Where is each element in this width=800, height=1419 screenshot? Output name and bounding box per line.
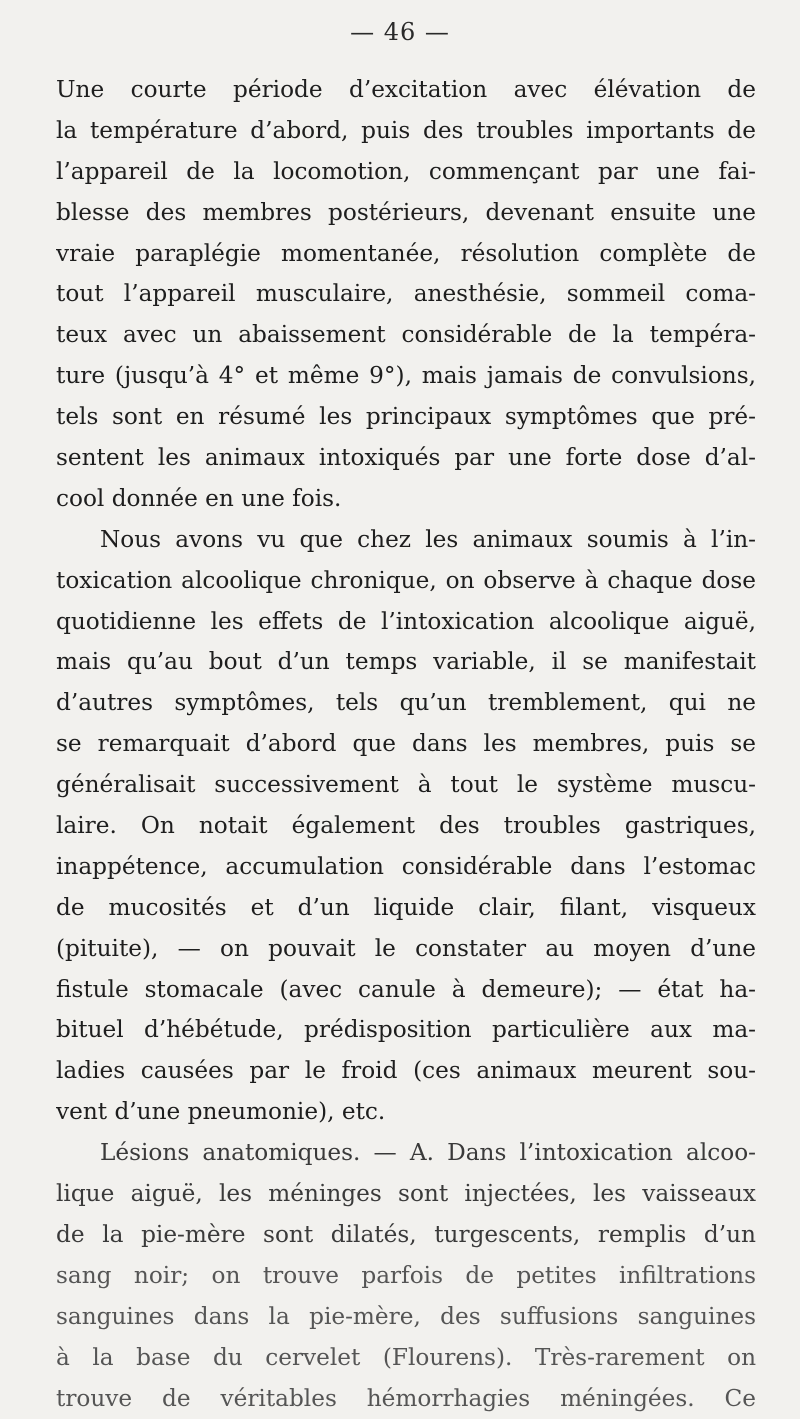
page-number: — 46 — — [0, 18, 800, 46]
text-line: Une courte période d’excitation avec élévation de — [56, 70, 756, 111]
text-line: vraie paraplégie momentanée, résolution complète de — [56, 234, 756, 275]
text-line: sentent les animaux intoxiqués par une forte dose d’al- — [56, 438, 756, 479]
text-line: se remarquait d’abord que dans les membres, puis se — [56, 724, 756, 765]
text-line: lique aiguë, les méninges sont injectées, les vaisseaux — [56, 1174, 756, 1215]
text-line: généralisait successivement à tout le système muscu- — [56, 765, 756, 806]
text-line: de mucosités et d’un liquide clair, filant, visqueux — [56, 888, 756, 929]
text-line: à la base du cervelet (Flourens). Très-rarement on — [56, 1338, 756, 1379]
text-line-paragraph-start: Nous avons vu que chez les animaux soumis à l’in- — [56, 520, 756, 561]
text-line: d’autres symptômes, tels qu’un tremblement, qui ne — [56, 683, 756, 724]
text-line: ladies causées par le froid (ces animaux meurent sou- — [56, 1051, 756, 1092]
text-line-paragraph-start: Lésions anatomiques. — A. Dans l’intoxication alcoo- — [56, 1133, 756, 1174]
text-line: sang noir; on trouve parfois de petites infiltrations — [56, 1256, 756, 1297]
text-line: trouve de véritables hémorrhagies méningées. Ce — [56, 1379, 756, 1419]
text-line-paragraph-end: vent d’une pneumonie), etc. — [56, 1092, 756, 1133]
text-line: la température d’abord, puis des troubles importants de — [56, 111, 756, 152]
text-line: bituel d’hébétude, prédisposition particulière aux ma- — [56, 1010, 756, 1051]
text-line: toxication alcoolique chronique, on observe à chaque dose — [56, 561, 756, 602]
text-line: sanguines dans la pie-mère, des suffusions sanguines — [56, 1297, 756, 1338]
text-line: (pituite), — on pouvait le constater au moyen d’une — [56, 929, 756, 970]
text-line: ture (jusqu’à 4° et même 9°), mais jamais de convulsions, — [56, 356, 756, 397]
text-line: teux avec un abaissement considérable de la tempéra- — [56, 315, 756, 356]
text-line: inappétence, accumulation considérable dans l’estomac — [56, 847, 756, 888]
text-line: fistule stomacale (avec canule à demeure); — état ha- — [56, 970, 756, 1011]
text-line: laire. On notait également des troubles gastriques, — [56, 806, 756, 847]
text-line: blesse des membres postérieurs, devenant ensuite une — [56, 193, 756, 234]
text-line: tels sont en résumé les principaux symptômes que pré- — [56, 397, 756, 438]
text-line: l’appareil de la locomotion, commençant par une fai- — [56, 152, 756, 193]
text-line: mais qu’au bout d’un temps variable, il se manifestait — [56, 642, 756, 683]
text-line-paragraph-end: cool donnée en une fois. — [56, 479, 756, 520]
text-line: tout l’appareil musculaire, anesthésie, sommeil coma- — [56, 274, 756, 315]
body-text — [56, 70, 756, 1419]
text-line: quotidienne les effets de l’intoxication alcoolique aiguë, — [56, 602, 756, 643]
text-line: de la pie-mère sont dilatés, turgescents, remplis d’un — [56, 1215, 756, 1256]
